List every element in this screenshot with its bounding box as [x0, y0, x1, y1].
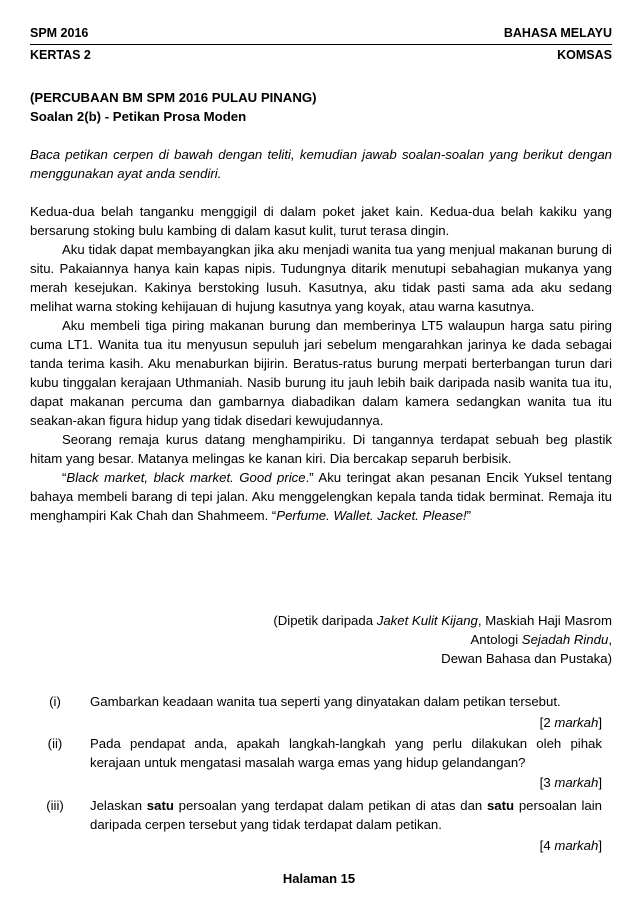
question-2-marks — [540, 773, 602, 792]
source-anthology-title: Sejadah Rindu — [521, 632, 609, 647]
question-3-marks — [540, 836, 602, 855]
header-subject: BAHASA MELAYU — [503, 26, 612, 40]
p5-open-quote: “ — [62, 470, 67, 485]
source-line-1 — [30, 611, 612, 630]
source-story-title: Jaket Kulit Kijang — [376, 613, 478, 628]
q3-bold-satu-1: satu — [146, 798, 174, 813]
marks-close: ] — [598, 775, 602, 790]
question-text: Pada pendapat anda, apakah langkah-langkah yang perlu dilakukan oleh pihak kerajaan untuk mengatasi masalah warga emas yang hidup gelandangan? — [90, 736, 602, 770]
question-number: (ii) — [47, 736, 63, 751]
question-number: (i) — [49, 694, 61, 709]
marks-close: ] — [598, 715, 602, 730]
marks-word: markah — [554, 715, 599, 730]
question-number: (iii) — [46, 798, 64, 813]
header-divider — [30, 44, 612, 45]
header-paper: KERTAS 2 — [30, 48, 91, 62]
q3-part-1: Jelaskan — [90, 798, 147, 813]
title-line-2: Soalan 2(b) - Petikan Prosa Moden — [30, 109, 247, 124]
page-footer: Halaman 15 — [282, 871, 356, 886]
q3-bold-satu-2: satu — [486, 798, 515, 813]
passage-paragraph-4: Seorang remaja kurus datang menghampiriku. Di tangannya terdapat sebuah beg plastik hitam yang besar. Matanya melingas ke kanan kiri. Dia bercakap separuh berbisik. — [30, 432, 612, 466]
marks-number: [4 — [539, 838, 555, 853]
source-anthology-prefix: Antologi — [470, 632, 522, 647]
p5-italic-perfume: Perfume. Wallet. Jacket. Please! — [276, 508, 467, 523]
source-line-3: Dewan Bahasa dan Pustaka) — [441, 651, 612, 666]
q3-part-5: persoalan lain daripada cerpen tersebut yang tidak terdapat dalam petikan. — [90, 798, 602, 832]
passage-paragraph-5 — [30, 468, 612, 525]
doc-title — [30, 88, 612, 126]
marks-word: markah — [554, 838, 599, 853]
source-citation — [30, 611, 612, 668]
passage — [30, 202, 612, 525]
header-exam-year: SPM 2016 — [30, 26, 89, 40]
header-section: KOMSAS — [557, 48, 612, 62]
p5-body: .” Aku teringat akan pesanan Encik Yuksel tentang bahaya membeli barang di tepi jalan. Aku menggelengkan kepala tanda tidak berminat. Remaja itu menghampiri Kak Chah dan Shahmeem. “ — [30, 470, 612, 523]
question-1-marks — [540, 713, 602, 732]
instruction-text: Baca petikan cerpen di bawah dengan teliti, kemudian jawab soalan-soalan yang berikut dengan menggunakan ayat anda sendiri. — [30, 147, 612, 181]
passage-paragraph-1: Kedua-dua belah tanganku menggigil di dalam poket jaket kain. Kedua-dua belah kakiku yang bersarung stoking bulu kambing di dalam kasut kulit, turut terasa dingin. — [30, 204, 612, 238]
source-anthology-suffix: , — [608, 632, 612, 647]
question-text — [90, 796, 602, 834]
instruction — [30, 145, 612, 183]
marks-close: ] — [598, 838, 602, 853]
source-line-2 — [30, 630, 612, 649]
source-prefix: (Dipetik daripada — [273, 613, 377, 628]
marks-word: markah — [554, 775, 599, 790]
marks-number: [3 — [539, 775, 555, 790]
source-author: , Maskiah Haji Masrom — [477, 613, 612, 628]
p5-close-quote: ” — [466, 508, 472, 523]
title-line-1: (PERCUBAAN BM SPM 2016 PULAU PINANG) — [30, 90, 317, 105]
marks-number: [2 — [539, 715, 555, 730]
question-text: Gambarkan keadaan wanita tua seperti yang dinyatakan dalam petikan tersebut. — [90, 694, 561, 709]
passage-paragraph-2: Aku tidak dapat membayangkan jika aku menjadi wanita tua yang menjual makanan burung di situ. Pakaiannya hanya kain kapas nipis. Tudungnya ditarik menutupi sebahagian mukanya yang merah kesejukan. Kakinya berstoking lusuh. Kasutnya, aku tidak pasti sama ada aku sedang melihat warna stoking kehijauan di hujung kasutnya yang koyak, atau warna kasutnya. — [30, 242, 612, 314]
p5-italic-black-market: Black market, black market. Good price — [66, 470, 306, 485]
passage-paragraph-3: Aku membeli tiga piring makanan burung dan memberinya LT5 walaupun harga satu piring cuma LT1. Wanita tua itu menyusun sepuluh jari sebelum mengarahkan jarinya ke dada sebagai tanda terima kasih. Aku menaburkan bijirin. Beratus-ratus burung merpati berterbangan turun dari kubu tinggalan kerajaan Uthmaniah. Nasib burung itu jauh lebih baik daripada nasib wanita tua itu, dapat makanan percuma dan gambarnya diabadikan dalam kamera sedangkan wanita tua itu seakan-akan figura hidup yang tidak disedari kewujudannya. — [30, 318, 612, 428]
q3-part-3: persoalan yang terdapat dalam petikan di atas dan — [173, 798, 487, 813]
